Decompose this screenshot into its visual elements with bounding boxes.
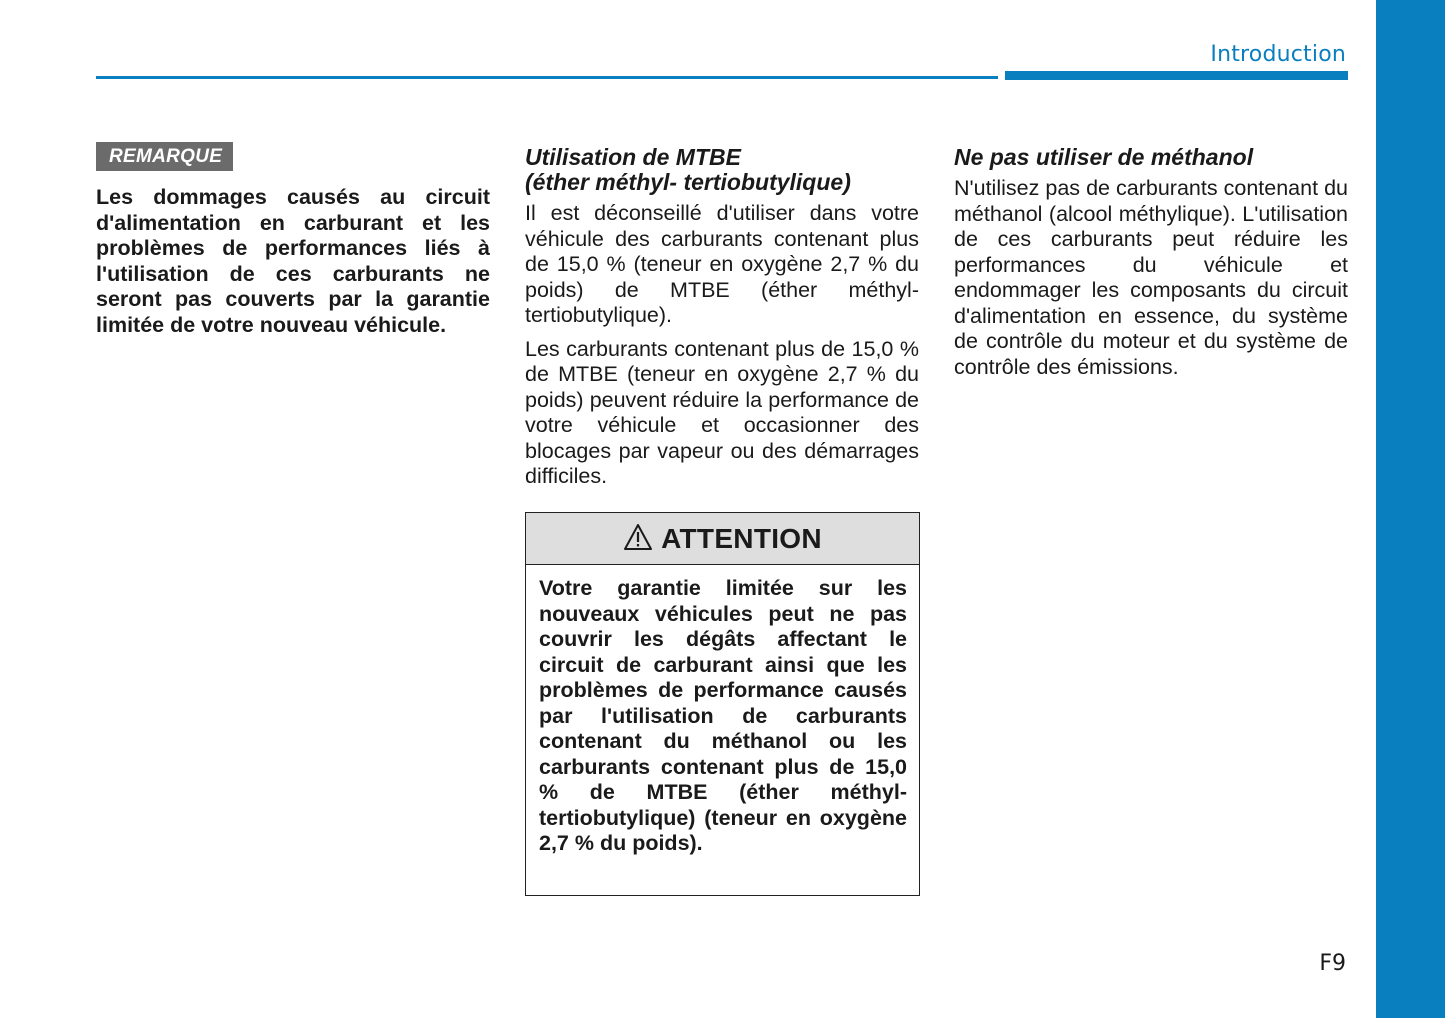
mtbe-heading	[525, 145, 919, 195]
section-title: Introduction	[1210, 42, 1346, 67]
warning-triangle-icon	[623, 523, 653, 551]
remarque-badge: REMARQUE	[96, 142, 233, 171]
chapter-side-tab	[1376, 0, 1445, 1018]
attention-text: Votre garantie limitée sur les nouveaux véhicules peut ne pas couvrir les dégâts affectant le circuit de carburant ainsi que les problèmes de performance causés par l'utilisation de carburants contenant du méthanol ou les carburants contenant plus de 15,0 % de MTBE (éther méthyl- tertiobutylique) (teneur en oxygène 2,7 % du poids).	[539, 576, 907, 855]
attention-header	[526, 513, 919, 565]
header-rule	[96, 76, 998, 79]
attention-box	[525, 512, 920, 896]
mtbe-heading-line1: Utilisation de MTBE	[525, 144, 741, 170]
mtbe-heading-line2: (éther méthyl- tertiobutylique)	[525, 169, 851, 195]
methanol-paragraph: N'utilisez pas de carburants contenant du méthanol (alcool méthylique). L'utilisation de ces carburants peut réduire les performances du véhicule et endommager les composants du circuit d'alimentation en essence, du système de contrôle du moteur et du système de contrôle des émissions.	[954, 176, 1348, 379]
mtbe-column	[525, 142, 919, 490]
mtbe-paragraph-1: Il est déconseillé d'utiliser dans votre véhicule des carburants contenant plus de 15,0 % (teneur en oxygène 2,7 % du poids) de MTBE (éther méthyl- tertiobutylique).	[525, 201, 919, 327]
header-rule-accent	[1005, 71, 1348, 80]
note-column	[96, 142, 490, 338]
methanol-column	[954, 142, 1348, 380]
attention-title: ATTENTION	[661, 522, 822, 554]
mtbe-paragraph-2: Les carburants contenant plus de 15,0 % de MTBE (teneur en oxygène 2,7 % du poids) peuvent réduire la performance de votre véhicule et occasionner des blocages par vapeur ou des démarrages difficiles.	[525, 336, 919, 488]
page-number: F9	[1319, 951, 1346, 976]
note-text: Les dommages causés au circuit d'alimentation en carburant et les problèmes de performances liés à l'utilisation de ces carburants ne seront pas couverts par la garantie limitée de votre nouveau véhicule.	[96, 185, 490, 337]
methanol-heading: Ne pas utiliser de méthanol	[954, 144, 1254, 170]
